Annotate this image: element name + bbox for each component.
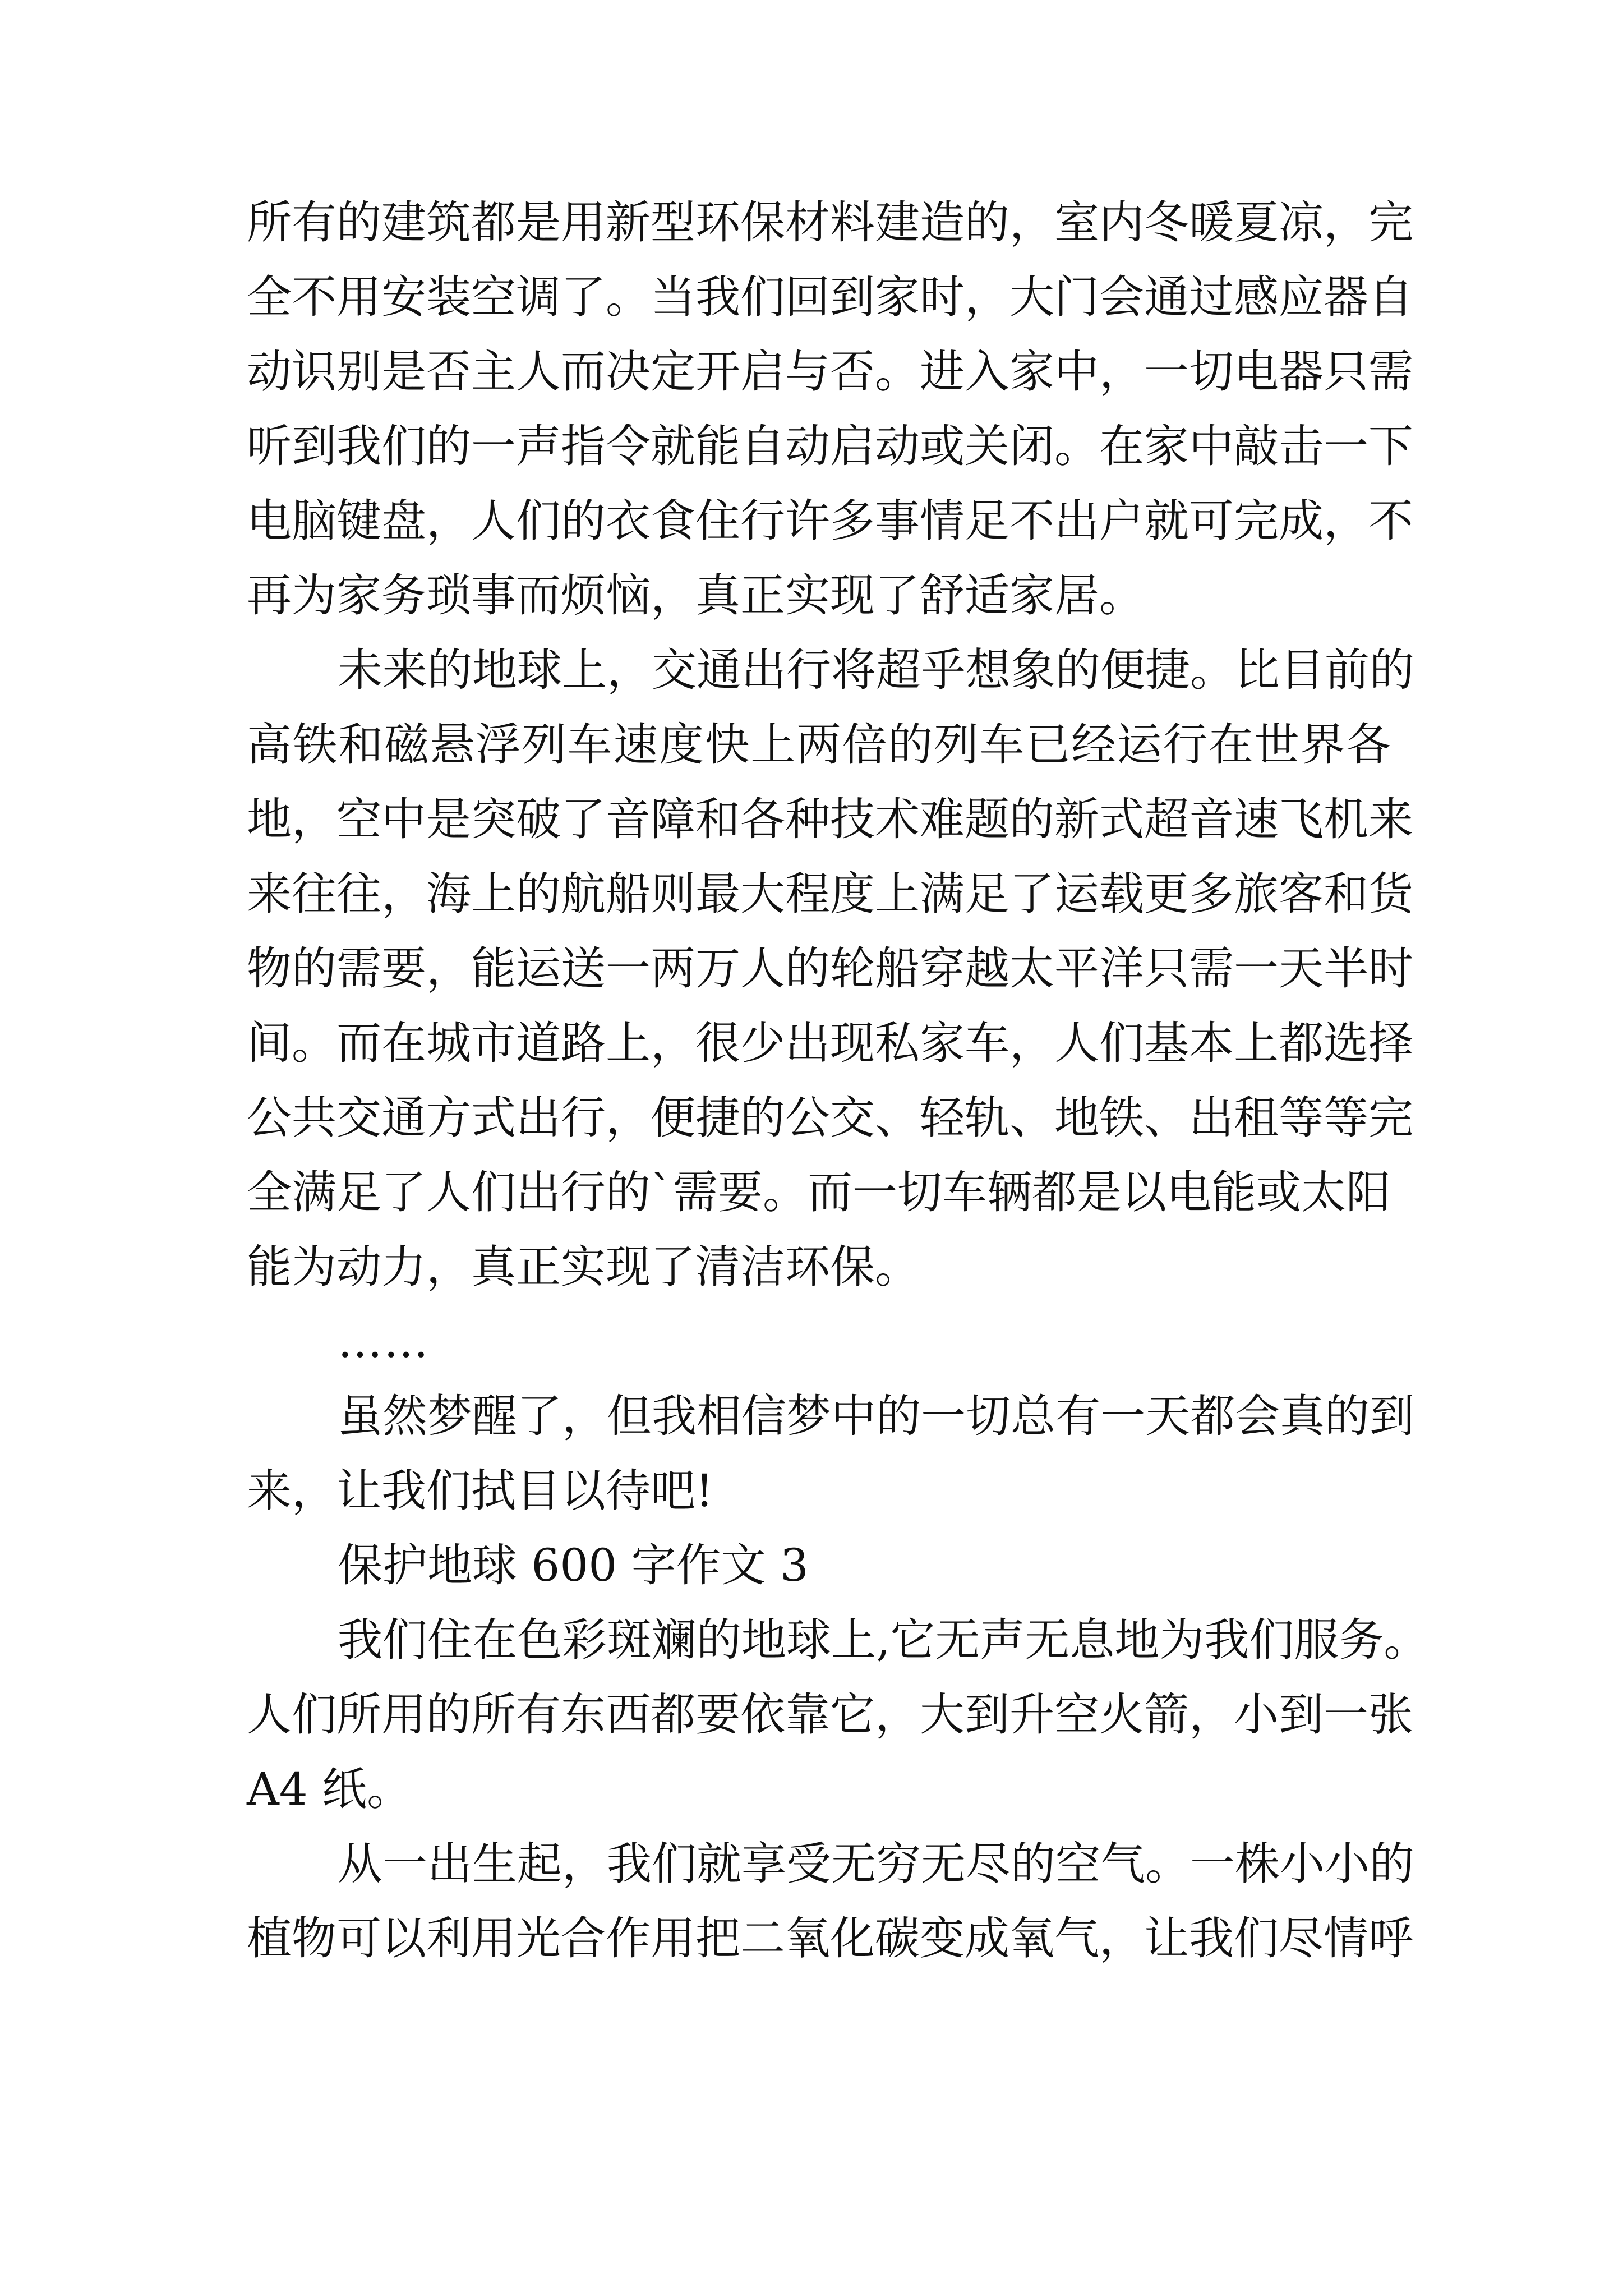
- text-line: 未来的地球上，交通出行将超乎想象的便捷。比目前的: [338, 644, 1414, 696]
- text-line: 再为家务琐事而烦恼，真正实现了舒适家居。: [247, 569, 1144, 622]
- essay-title: [247, 1528, 1391, 1603]
- text-line: 物的需要，能运送一两万人的轮船穿越太平洋只需一天半时: [247, 942, 1413, 995]
- text-line: 所有的建筑都是用新型环保材料建造的，室内冬暖夏凉，完: [247, 196, 1413, 249]
- text-line: 来，让我们拭目以待吧!: [247, 1465, 714, 1517]
- text-line: 全不用安装空调了。当我们回到家时，大门会通过感应器自: [247, 271, 1413, 323]
- paragraph-ellipsis: [247, 1304, 1391, 1379]
- text-line: 电脑键盘，人们的衣食住行许多事情足不出户就可完成，不: [247, 495, 1413, 547]
- paragraph-earth: [247, 1603, 1429, 1826]
- text-line: 高铁和磁悬浮列车速度快上两倍的列车已经运行在世界各: [247, 719, 1391, 771]
- text-line: 间。而在城市道路上，很少出现私家车，人们基本上都选择: [247, 1017, 1413, 1069]
- text-line: 地，空中是突破了音障和各种技术难题的新式超音速飞机来: [247, 793, 1413, 845]
- document-body: [247, 185, 1429, 1976]
- text-line: 公共交通方式出行，便捷的公交、轻轨、地铁、出租等等完: [247, 1092, 1413, 1144]
- text-line: A4 纸。: [247, 1763, 412, 1815]
- text-line: 动识别是否主人而决定开启与否。进入家中，一切电器只需: [247, 346, 1413, 398]
- text-line: 我们住在色彩斑斓的地球上,它无声无息地为我们服务。: [338, 1614, 1429, 1666]
- text-line: 来往往，海上的航船则最大程度上满足了运载更多旅客和货: [247, 868, 1413, 920]
- paragraph-dream: [247, 1379, 1414, 1528]
- text-line: 从一出生起，我们就享受无穷无尽的空气。一株小小的: [338, 1838, 1414, 1890]
- essay-title-text: 保护地球 600 字作文 3: [338, 1539, 809, 1591]
- ellipsis-text: ……: [338, 1315, 430, 1368]
- text-line: 虽然梦醒了，但我相信梦中的一切总有一天都会真的到: [338, 1390, 1414, 1442]
- text-line: 植物可以利用光合作用把二氧化碳变成氧气，让我们尽情呼: [247, 1912, 1413, 1964]
- paragraph-homes: [247, 185, 1413, 633]
- paragraph-transport: [247, 633, 1414, 1304]
- text-line: 人们所用的所有东西都要依靠它，大到升空火箭，小到一张: [247, 1688, 1413, 1741]
- paragraph-air: [247, 1826, 1414, 1976]
- text-line: 能为动力，真正实现了清洁环保。: [247, 1241, 920, 1293]
- text-line: 听到我们的一声指令就能自动启动或关闭。在家中敲击一下: [247, 420, 1413, 472]
- text-line: 全满足了人们出行的`需要。而一切车辆都是以电能或太阳: [247, 1166, 1391, 1218]
